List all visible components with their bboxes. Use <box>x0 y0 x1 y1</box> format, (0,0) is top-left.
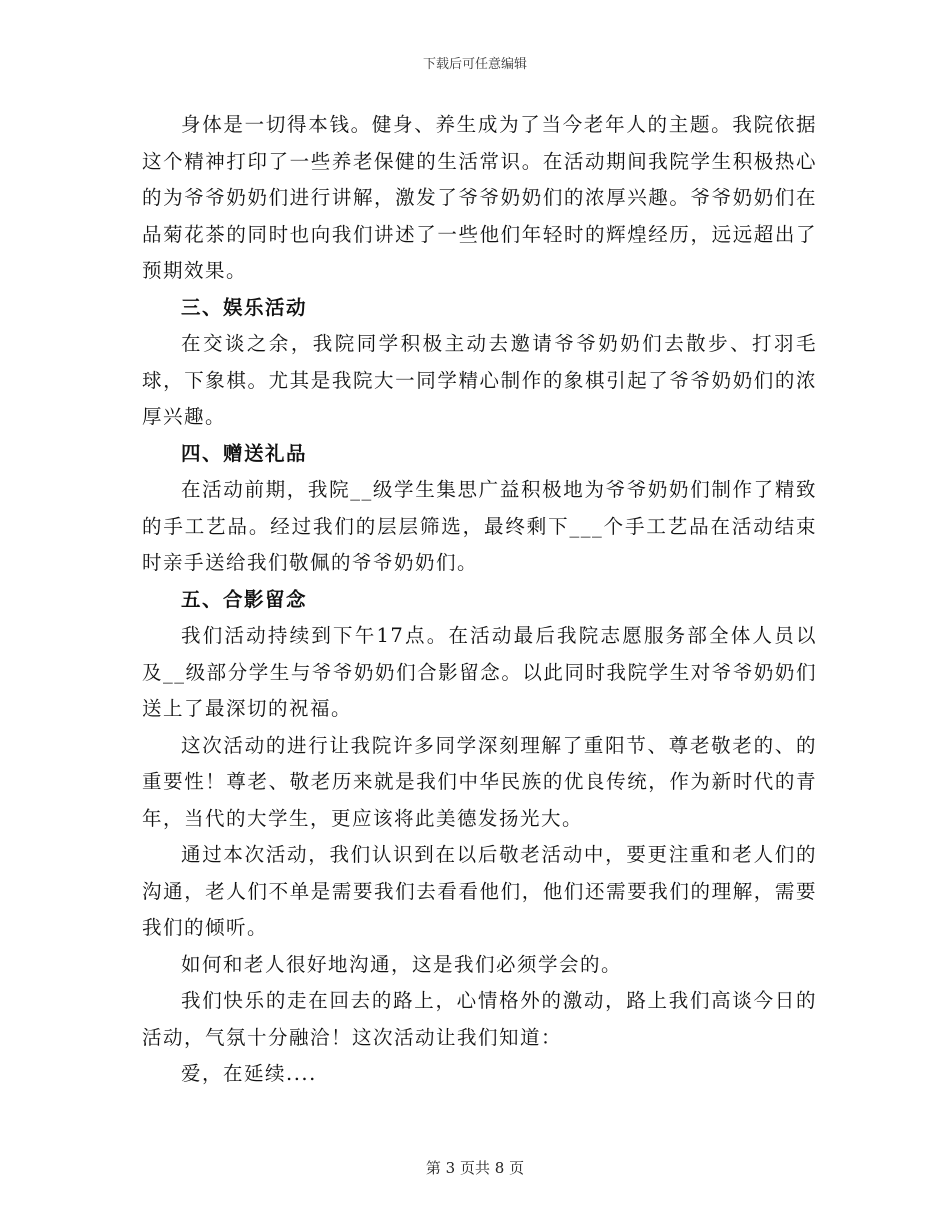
paragraph-return-trip: 我们快乐的走在回去的路上，心情格外的激动，路上我们高谈今日的活动，气氛十分融洽！这次活动让我们知道： <box>142 989 817 1049</box>
paragraph-group-photo: 我们活动持续到下午17点。在活动最后我院志愿服务部全体人员以及__级部分学生与爷爷奶奶们合影留念。以此同时我院学生对爷爷奶奶们送上了最深切的祝福。 <box>142 624 817 720</box>
paragraph-how-to-communicate: 如何和老人很好地沟通，这是我们必须学会的。 <box>181 952 623 976</box>
paragraph-entertainment: 在交谈之余，我院同学积极主动去邀请爷爷奶奶们去散步、打羽毛球，下象棋。尤其是我院大一同学精心制作的象棋引起了爷爷奶奶们的浓厚兴趣。 <box>142 332 817 428</box>
document-body <box>142 107 817 1093</box>
heading-group-photo: 五、合影留念 <box>181 587 308 611</box>
page-header: 下载后可任意编辑 <box>422 57 527 72</box>
paragraph-gifts: 在活动前期，我院__级学生集思广益积极地为爷爷奶奶们制作了精致的手工艺品。经过我们的层层筛选，最终剩下___个手工艺品在活动结束时亲手送给我们敬佩的爷爷奶奶们。 <box>142 478 817 574</box>
heading-entertainment: 三、娱乐活动 <box>181 295 308 319</box>
paragraph-significance: 这次活动的进行让我院许多同学深刻理解了重阳节、尊老敬老的、的重要性！尊老、敬老历来就是我们中华民族的优良传统，作为新时代的青年，当代的大学生，更应该将此美德发扬光大。 <box>142 733 817 830</box>
heading-gifts: 四、赠送礼品 <box>181 441 308 465</box>
page-number: 第 3 页共 8 页 <box>425 1159 525 1177</box>
paragraph-closing: 爱，在延续.... <box>181 1062 317 1085</box>
paragraph-health: 身体是一切得本钱。健身、养生成为了当今老年人的主题。我院依据这个精神打印了一些养老保健的生活常识。在活动期间我院学生积极热心的为爷爷奶奶们进行讲解，激发了爷爷奶奶们的浓厚兴趣。爷爷奶奶们在品菊花茶的同时也向我们讲述了一些他们年轻时的辉煌经历，远远超出了预期效果。 <box>142 113 817 282</box>
paragraph-communication: 通过本次活动，我们认识到在以后敬老活动中，要更注重和老人们的沟通，老人们不单是需要我们去看看他们，他们还需要我们的理解，需要我们的倾听。 <box>142 843 817 939</box>
